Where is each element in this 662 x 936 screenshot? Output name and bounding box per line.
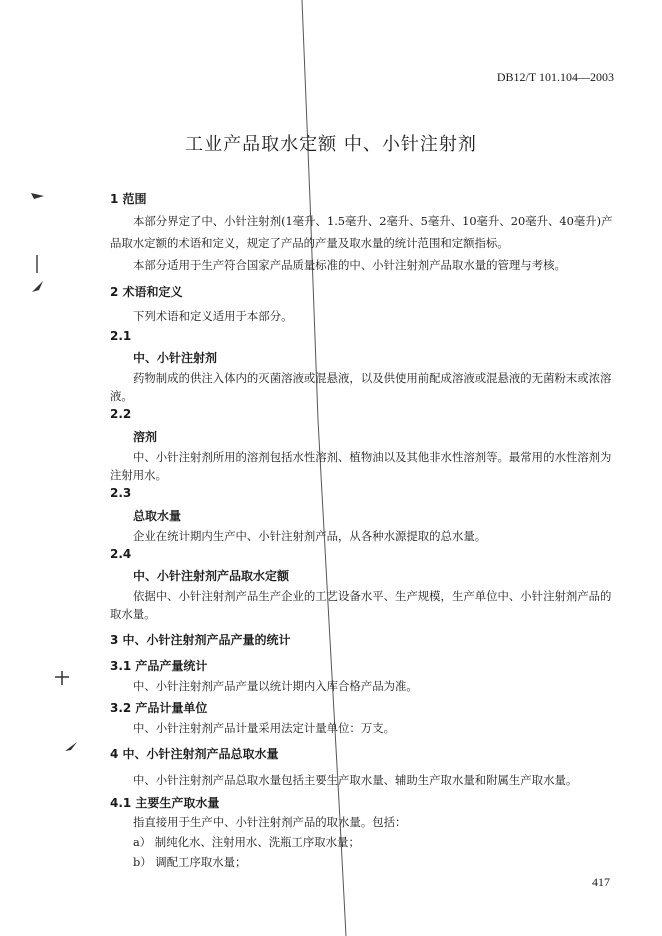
clause-number: 2.4	[110, 547, 132, 561]
margin-mark	[64, 740, 78, 752]
margin-mark	[34, 255, 40, 275]
term-definition-line: 液。	[110, 389, 133, 403]
term-name: 中、小针注射剂	[133, 351, 218, 365]
clause-3-1-heading: 3.1 产品产量统计	[110, 659, 208, 673]
clause-number: 2.2	[110, 407, 132, 421]
term-definition-line: 取水量。	[110, 607, 156, 621]
section-4-heading: 4 中、小针注射剂产品总取水量	[110, 747, 279, 761]
section-4-text: 中、小针注射剂产品总取水量包括主要生产取水量、辅助生产取水量和附属生产取水量。	[133, 773, 578, 787]
margin-mark	[30, 280, 46, 294]
clause-4-1-text: 指直接用于生产中、小针注射剂产品的取水量。包括：	[133, 815, 407, 829]
term-definition-line: 药物制成的供注入体内的灭菌溶液或混悬液，以及供使用前配成溶液或混悬液的无菌粉末或浓溶	[133, 371, 612, 385]
clause-4-1-heading: 4.1 主要生产取水量	[110, 796, 220, 810]
term-definition-line: 中、小针注射剂所用的溶剂包括水性溶剂、植物油以及其他非水性溶剂等。最常用的水性溶剂为	[133, 450, 612, 464]
scope-paragraph-line: 本部分界定了中、小针注射剂(1毫升、1.5毫升、2毫升、5毫升、10毫升、20毫升、40毫升)产	[133, 214, 613, 228]
term-definition-line: 注射用水。	[110, 468, 167, 482]
term-name: 溶剂	[133, 430, 158, 444]
section-2-heading: 2 术语和定义	[110, 285, 183, 299]
margin-mark	[30, 190, 46, 202]
term-name: 总取水量	[133, 509, 182, 523]
clause-3-1-text: 中、小针注射剂产品产量以统计期内入库合格产品为准。	[133, 679, 418, 693]
list-item-a: a） 制纯化水、注射用水、洗瓶工序取水量；	[133, 835, 360, 849]
term-definition-line: 依据中、小针注射剂产品生产企业的工艺设备水平、生产规模，生产单位中、小针注射剂产品的	[133, 589, 612, 603]
margin-mark	[54, 670, 70, 686]
scope-paragraph-line: 品取水定额的术语和定义，规定了产品的产量及取水量的统计范围和定额指标。	[110, 236, 509, 250]
section-1-heading: 1 范围	[110, 192, 147, 206]
clause-3-2-heading: 3.2 产品计量单位	[110, 701, 208, 715]
clause-3-2-text: 中、小针注射剂产品计量采用法定计量单位：万支。	[133, 721, 395, 735]
scope-applicability: 本部分适用于生产符合国家产品质量标准的中、小针注射剂产品取水量的管理与考核。	[133, 258, 566, 272]
list-item-b: b） 调配工序取水量；	[133, 855, 247, 869]
term-definition: 企业在统计期内生产中、小针注射剂产品，从各种水源提取的总水量。	[133, 529, 487, 543]
terms-intro: 下列术语和定义适用于本部分。	[133, 309, 293, 323]
document-title: 工业产品取水定额 中、小针注射剂	[185, 134, 477, 155]
clause-number: 2.3	[110, 486, 132, 500]
term-name: 中、小针注射剂产品取水定额	[133, 569, 290, 583]
clause-number: 2.1	[110, 329, 132, 343]
section-3-heading: 3 中、小针注射剂产品产量的统计	[110, 633, 291, 647]
standard-number: DB12/T 101.104—2003	[496, 70, 614, 84]
page-number: 417	[592, 875, 610, 889]
